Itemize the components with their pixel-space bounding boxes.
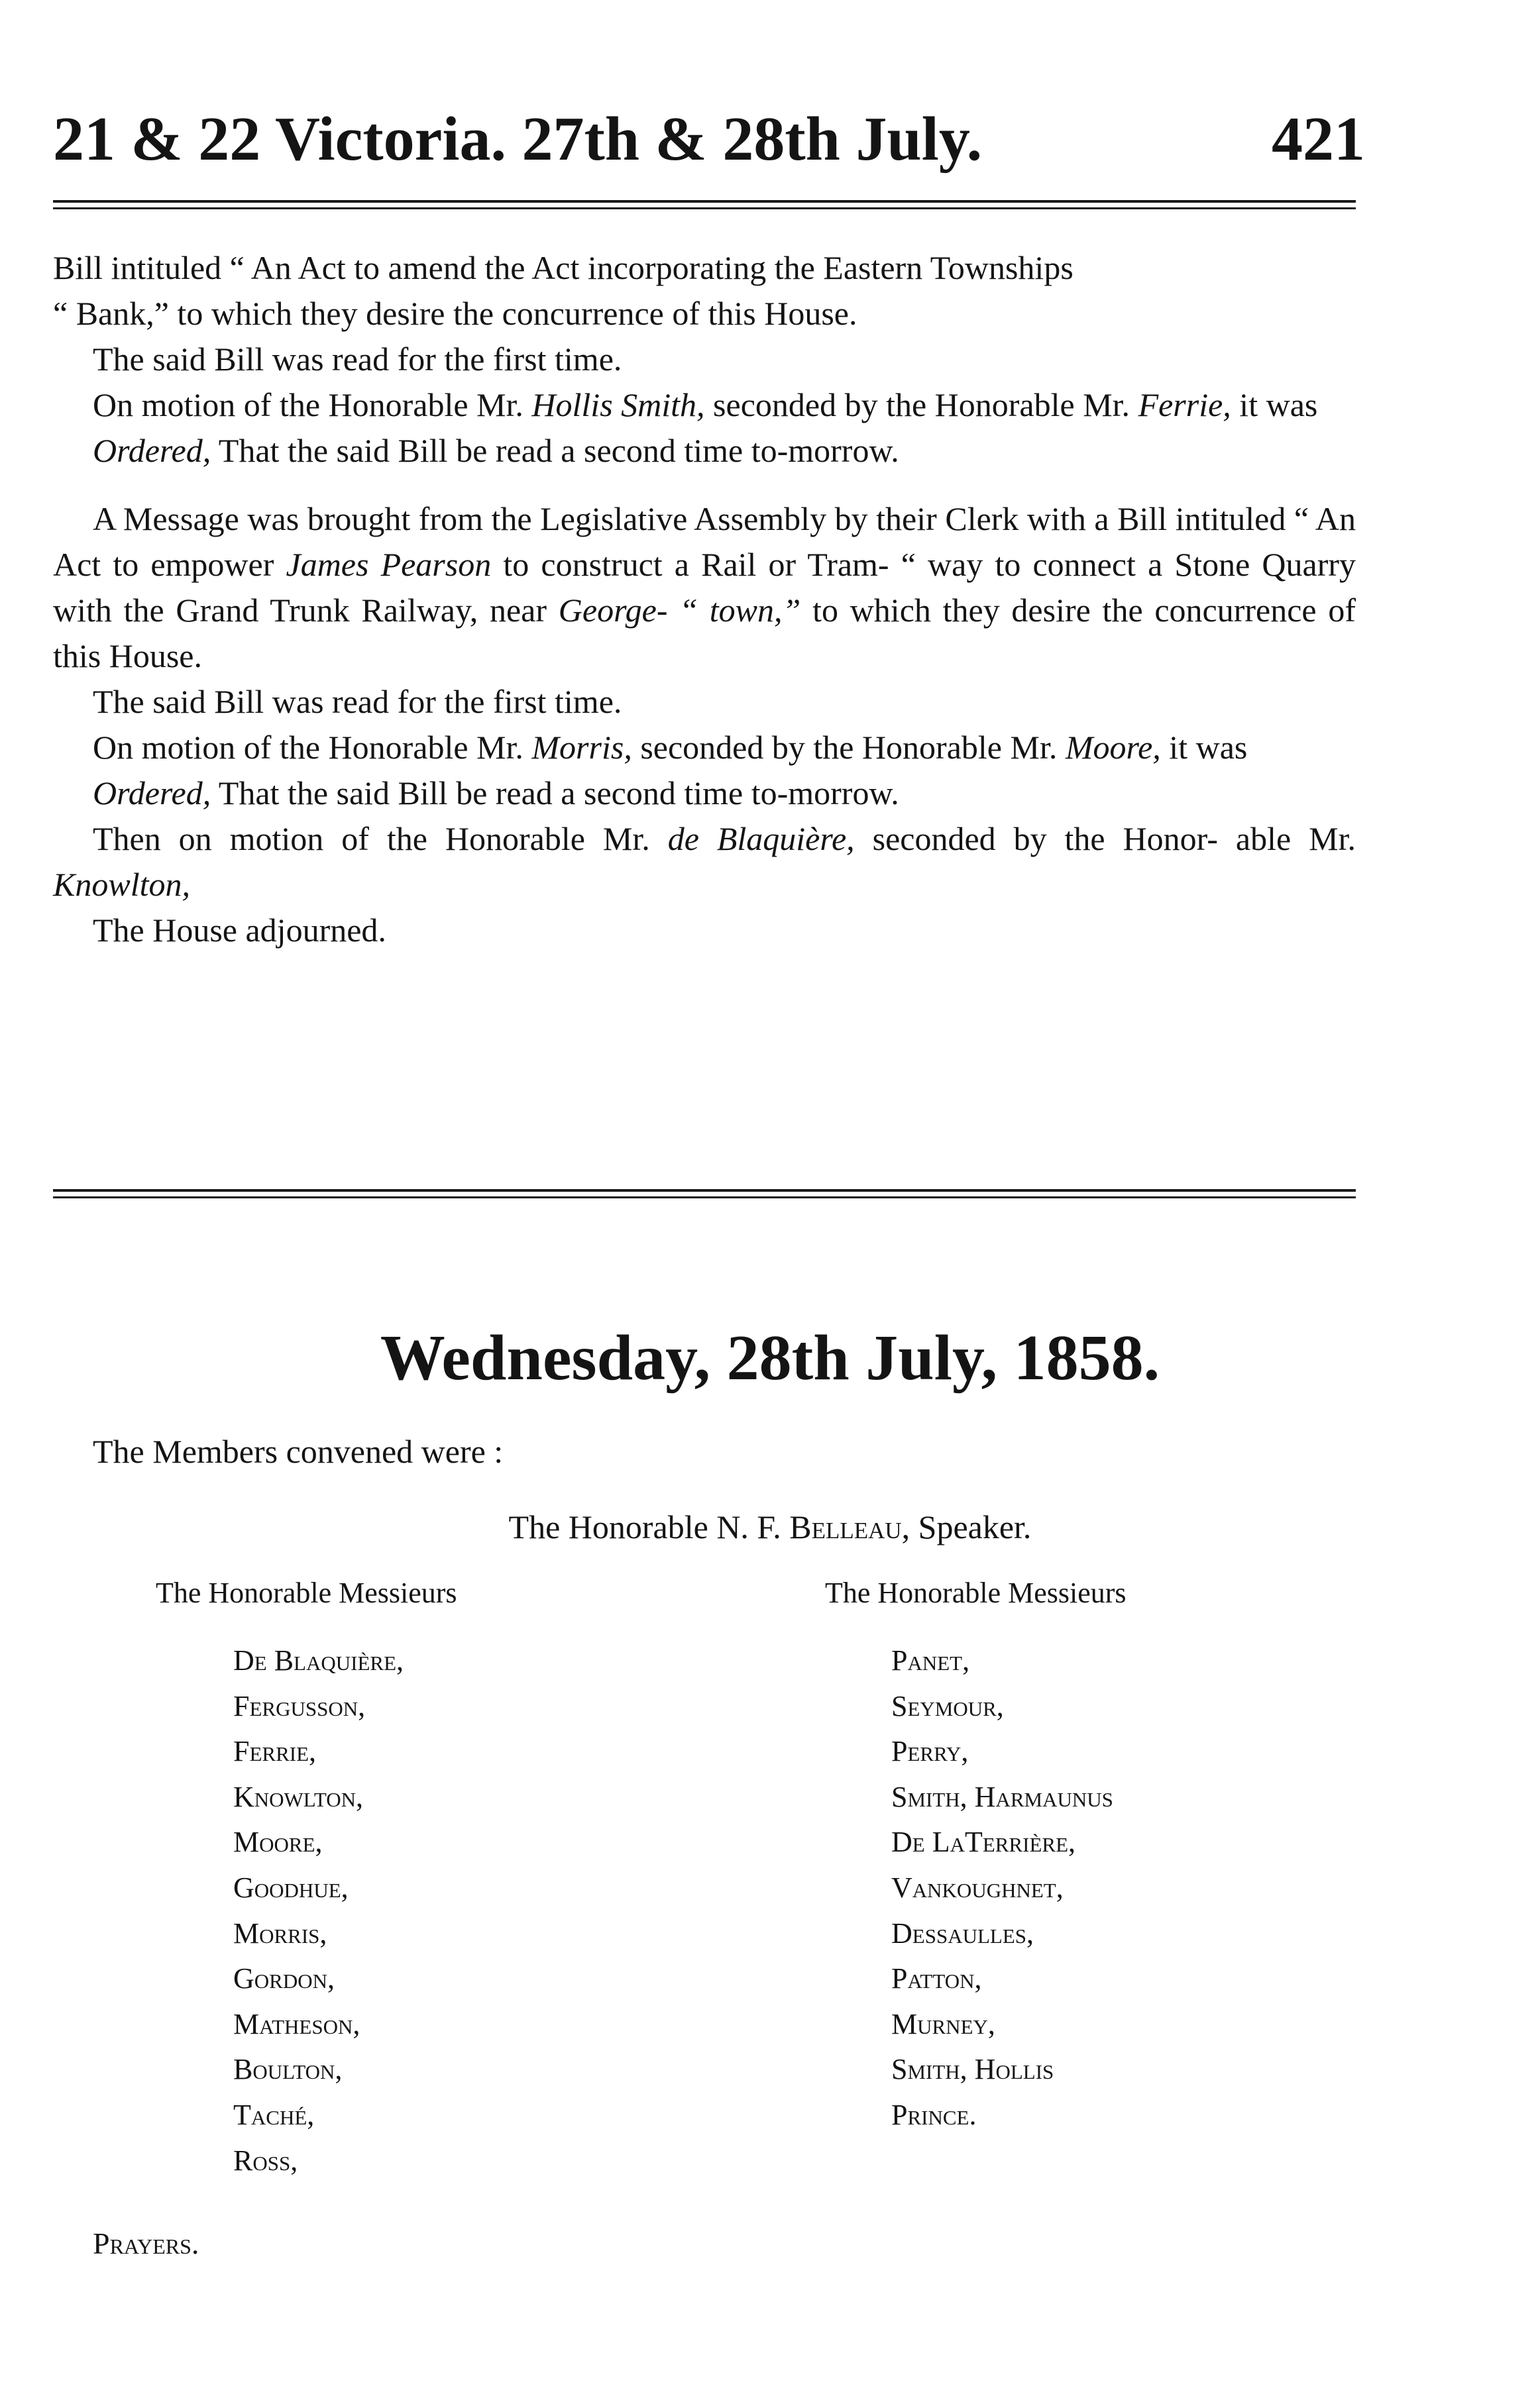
member-name: De Blaquière, <box>233 1644 404 1677</box>
page-number: 421 <box>1272 105 1365 174</box>
prayers-entry: Prayers. <box>93 2226 199 2260</box>
member-name: Morris, <box>233 1916 327 1950</box>
previous-day-proceedings <box>53 245 1356 953</box>
motion-paragraph-2: On motion of the Honorable Mr. Morris, seconded by the Honorable Mr. Moore, it was <box>93 729 1248 766</box>
seconder-name-3: Knowlton, <box>53 866 190 903</box>
member-name: Smith, Harmaunus <box>891 1780 1113 1813</box>
member-name: Vankoughnet, <box>891 1871 1064 1904</box>
member-name: Goodhue, <box>233 1871 349 1904</box>
running-title: 21 & 22 Victoria. 27th & 28th July. <box>53 105 983 174</box>
order-paragraph: Ordered, That the said Bill be read a second time to-morrow. <box>93 432 899 469</box>
member-name: Perry, <box>891 1735 969 1768</box>
member-name: Panet, <box>891 1644 970 1677</box>
mover-name-2: Morris, <box>531 729 632 766</box>
mover-name: Hollis Smith, <box>531 386 705 423</box>
right-column-heading: The Honorable Messieurs <box>825 1577 1127 1609</box>
left-column-heading: The Honorable Messieurs <box>156 1577 457 1609</box>
day-heading: Wednesday, 28th July, 1858. <box>380 1322 1160 1394</box>
member-name: Boulton, <box>233 2053 343 2086</box>
ordered-word-2: Ordered, <box>93 774 211 811</box>
speaker-name: Belleau, <box>789 1508 910 1545</box>
member-name: Knowlton, <box>233 1780 364 1813</box>
adjournment-motion-paragraph: Then on motion of the Honorable Mr. de Blaquière, seconded by the Honor- able Mr. Knowlton, <box>53 820 1356 903</box>
member-name: Moore, <box>233 1826 323 1859</box>
left-member-list <box>233 1638 404 2183</box>
section-double-rule <box>53 1189 1356 1198</box>
seconder-name: Ferrie, <box>1138 386 1231 423</box>
adjourned-paragraph: The House adjourned. <box>93 912 386 949</box>
order-paragraph-2: Ordered, That the said Bill be read a second time to-morrow. <box>93 774 899 811</box>
message-paragraph: A Message was brought from the Legislative Assembly by their Clerk with a Bill intituled “ An Act to empower James Pearson to construct a Rail or Tram- “ way to connect a Stone Quarry with the Grand Trunk Railway, near George- “ town,” to which they desire the concurrence of this House. <box>53 500 1356 674</box>
member-name: Seymour, <box>891 1689 1004 1722</box>
member-name: Gordon, <box>233 1962 335 1995</box>
member-name: Taché, <box>233 2098 315 2131</box>
bill-title-paragraph <box>53 245 1356 337</box>
member-name: Dessaulles, <box>891 1916 1034 1950</box>
right-member-list <box>891 1638 1113 2138</box>
person-name: James Pearson <box>286 546 492 583</box>
ordered-word: Ordered, <box>93 432 211 469</box>
place-name: George- “ town,” <box>558 592 801 629</box>
member-name: De LaTerrière, <box>891 1826 1076 1859</box>
member-name: Fergusson, <box>233 1689 366 1722</box>
seconder-name-2: Moore, <box>1065 729 1161 766</box>
first-reading-paragraph: The said Bill was read for the first time. <box>93 340 622 378</box>
motion-paragraph: On motion of the Honorable Mr. Hollis Smith, seconded by the Honorable Mr. Ferrie, it was <box>93 386 1318 423</box>
member-name: Ferrie, <box>233 1735 317 1768</box>
member-name: Patton, <box>891 1962 982 1995</box>
first-reading-paragraph-2: The said Bill was read for the first time. <box>93 683 622 720</box>
member-name: Prince. <box>891 2098 977 2131</box>
members-convened-line: The Members convened were : <box>93 1433 504 1470</box>
member-name: Murney, <box>891 2007 995 2040</box>
bill-title-line-2: “ Bank,” to which they desire the concurrence of this House. <box>53 295 857 332</box>
member-name: Matheson, <box>233 2007 360 2040</box>
member-name: Ross, <box>233 2144 298 2177</box>
header-double-rule <box>53 200 1356 209</box>
speaker-line: The Honorable N. F. Belleau, Speaker. <box>508 1508 1032 1545</box>
member-name: Smith, Hollis <box>891 2053 1054 2086</box>
running-header <box>53 99 1365 179</box>
mover-name-3: de Blaquière, <box>667 820 855 857</box>
bill-title-line-1: Bill intituled “ An Act to amend the Act incorporating the Eastern Townships <box>53 249 1073 286</box>
